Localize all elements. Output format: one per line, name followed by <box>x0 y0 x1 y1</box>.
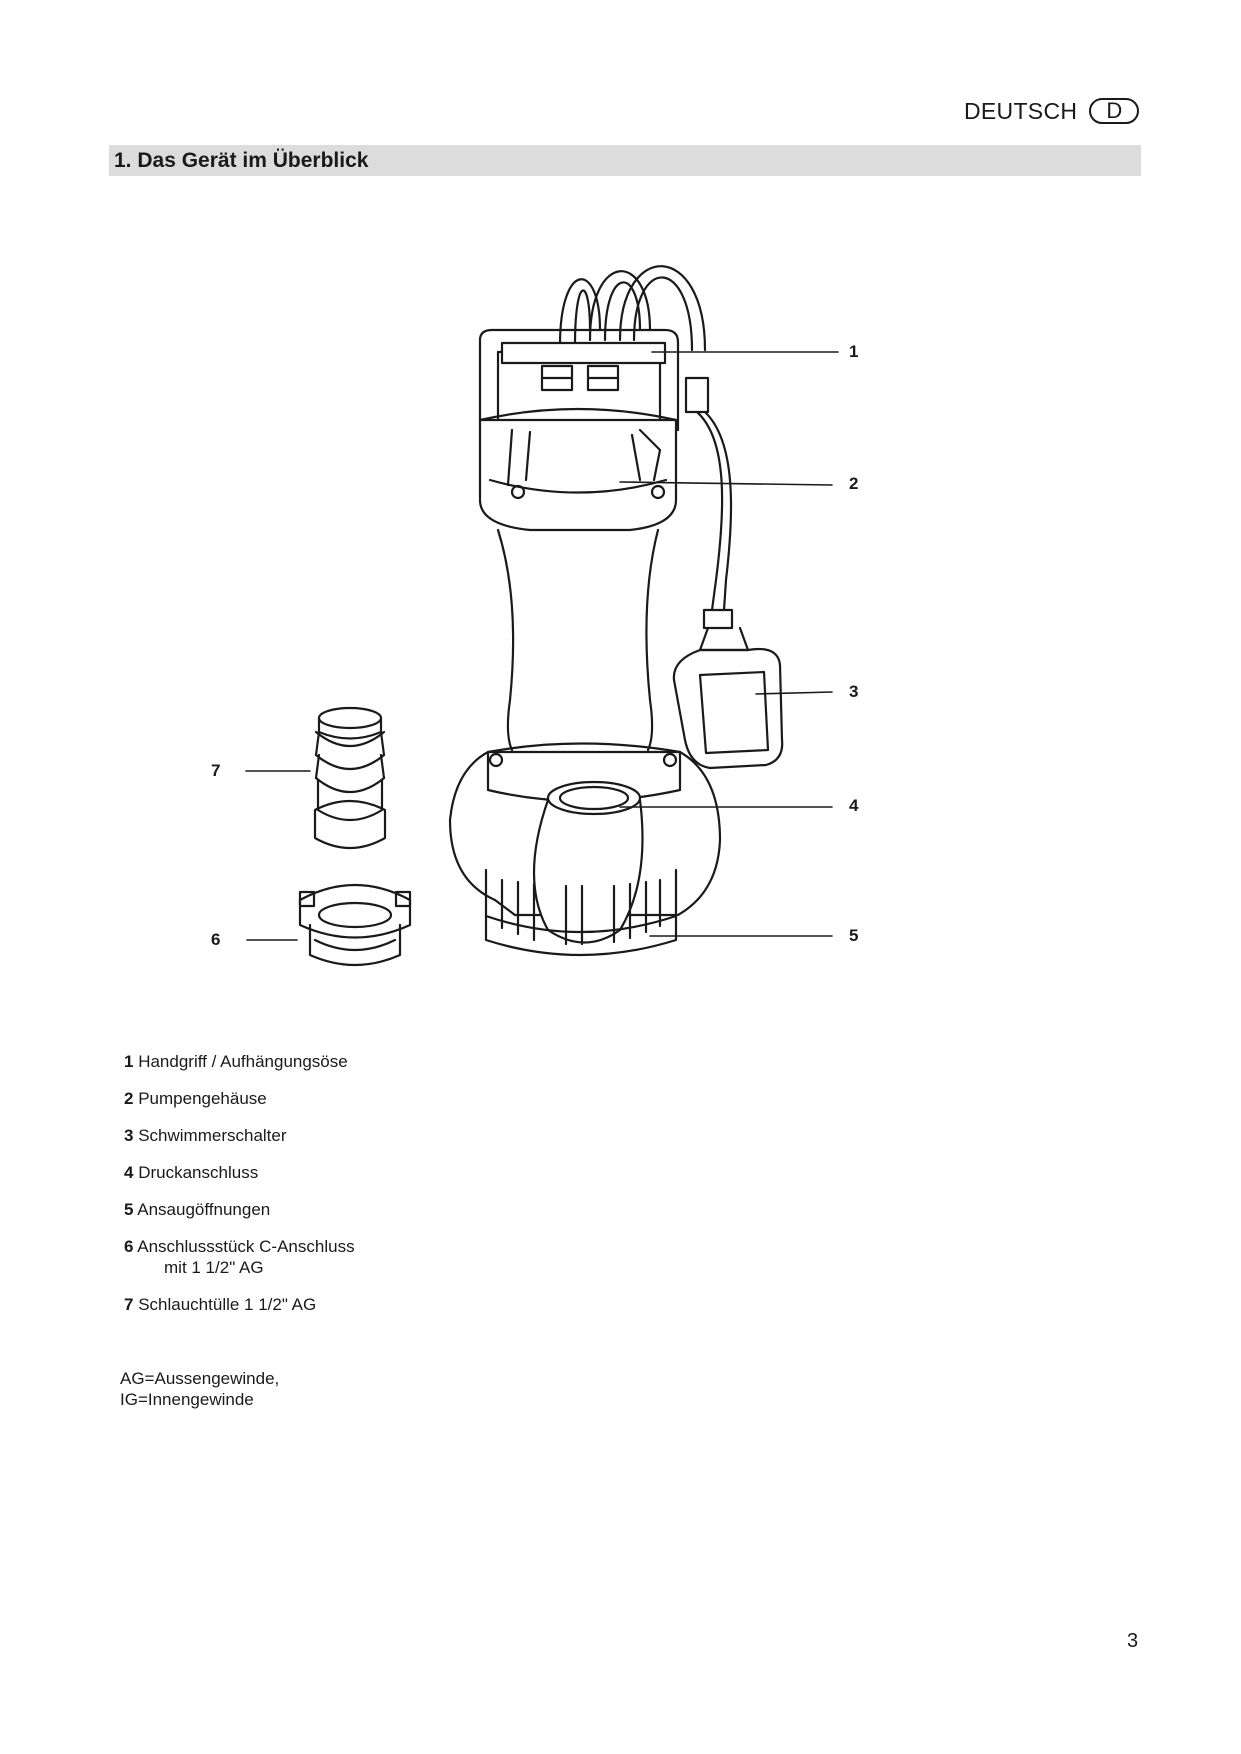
legend-item <box>124 1295 316 1315</box>
callout-2: 2 <box>849 474 859 493</box>
language-indicator <box>964 96 1139 126</box>
legend-continuation: mit 1 1/2" AG <box>164 1258 264 1277</box>
callout-1: 1 <box>849 342 859 361</box>
abbreviation-ag: AG=Aussengewinde, <box>120 1369 280 1388</box>
pump-drawing <box>0 180 1241 1040</box>
legend-text: Handgriff / Aufhängungsöse <box>138 1052 348 1071</box>
legend-item <box>124 1200 270 1220</box>
section-title: 1. Das Gerät im Überblick <box>114 149 369 172</box>
legend-number: 4 <box>124 1163 134 1182</box>
pump-illustration <box>0 180 1241 1040</box>
callout-7: 7 <box>211 761 221 780</box>
language-badge: D <box>1089 98 1139 124</box>
language-label: DEUTSCH <box>964 97 1078 124</box>
legend-item <box>124 1237 355 1257</box>
page-number: 3 <box>1127 1630 1139 1652</box>
legend-number: 2 <box>124 1089 134 1108</box>
legend-text: Pumpengehäuse <box>138 1089 267 1108</box>
legend-text: Ansaugöffnungen <box>137 1200 271 1219</box>
legend-item <box>124 1163 258 1183</box>
legend-number: 1 <box>124 1052 134 1071</box>
legend-item <box>124 1089 267 1109</box>
legend-number: 5 <box>124 1200 134 1219</box>
legend-number: 7 <box>124 1295 134 1314</box>
legend-text: Schwimmerschalter <box>138 1126 287 1145</box>
abbreviation-ig: IG=Innengewinde <box>120 1390 254 1409</box>
legend-text: Schlauchtülle 1 1/2" AG <box>138 1295 317 1314</box>
legend-number: 3 <box>124 1126 134 1145</box>
callout-6: 6 <box>211 930 221 949</box>
legend-item <box>124 1126 287 1146</box>
legend-text: Anschlussstück C-Anschluss <box>137 1237 355 1256</box>
legend-number: 6 <box>124 1237 134 1256</box>
callout-4: 4 <box>849 796 859 815</box>
callout-3: 3 <box>849 682 859 701</box>
legend-item <box>124 1052 348 1072</box>
callout-5: 5 <box>849 926 859 945</box>
section-header <box>109 145 1141 176</box>
legend-text: Druckanschluss <box>138 1163 259 1182</box>
